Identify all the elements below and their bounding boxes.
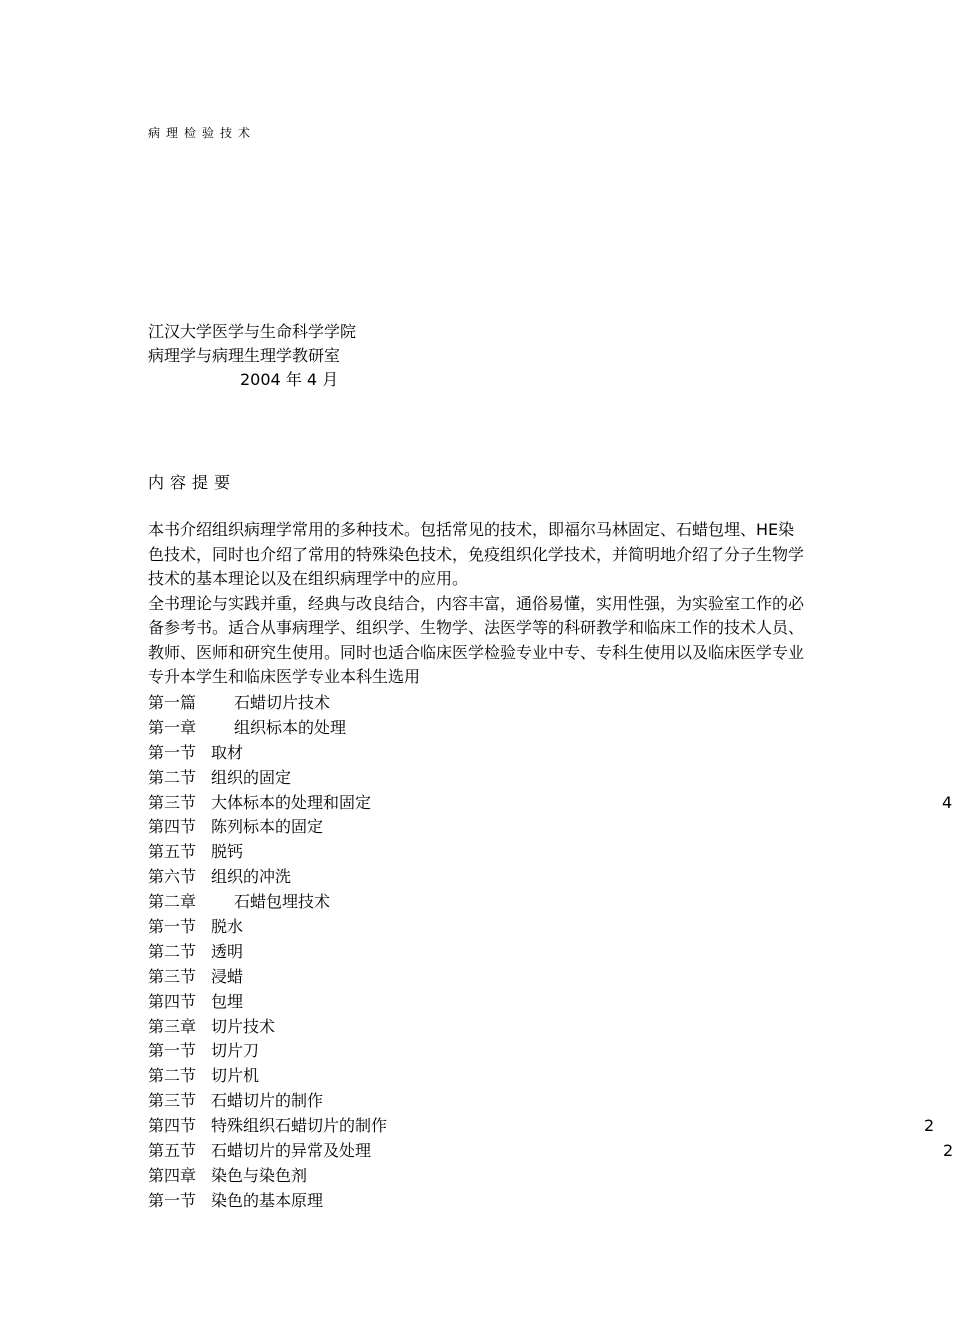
toc-entry-title: 染色的基本原理	[211, 1190, 324, 1210]
toc-entry-title: 切片技术	[211, 1016, 276, 1036]
summary-text: 染色技术，同时也介绍了常用的特殊染色技术，免疫组织化学技术，并简明地介绍了分子生物学技术的基本理论以及在组织病理学中的应用。	[148, 520, 805, 588]
toc-entry-label: 第三节	[148, 792, 197, 812]
toc-entry-title: 透明	[211, 941, 244, 961]
toc-entry[interactable]	[148, 1064, 950, 1089]
toc-entry[interactable]	[148, 1089, 950, 1114]
table-of-contents	[148, 691, 953, 1214]
toc-entry-label: 第三节	[148, 1091, 197, 1111]
toc-entry-label: 第一节	[148, 1041, 197, 1061]
department-name: 病理学与病理生理学教研室	[148, 346, 341, 365]
toc-entry-label: 第四节	[148, 1116, 197, 1136]
toc-entry[interactable]	[148, 741, 950, 766]
toc-entry[interactable]	[148, 1114, 950, 1139]
toc-entry-page: 2	[924, 1116, 935, 1136]
toc-entry[interactable]	[148, 965, 950, 990]
toc-entry[interactable]	[148, 915, 950, 940]
toc-entry-label: 第五节	[148, 1141, 197, 1161]
toc-entry-title: 石蜡切片的异常及处理	[211, 1141, 372, 1161]
toc-entry-label: 第一篇	[148, 693, 197, 712]
toc-entry-title: 取材	[211, 742, 244, 762]
toc-entry[interactable]	[148, 940, 950, 965]
summary-paragraph-2: 全书理论与实践并重，经典与改良结合，内容丰富，通俗易懂，实用性强，为实验室工作的必备参考书。适合从事病理学、组织学、生物学、法医学等的科研教学和临床工作的技术人员、教师、医师和研究生使用。同时也适合临床医学检验专业中专、专科生使用以及临床医学专业专升本学生和临床医学专业本科生选用	[148, 593, 805, 686]
toc-entry[interactable]	[148, 1139, 953, 1164]
document-title: 病理检验技术	[148, 126, 257, 140]
toc-entry-title: 切片刀	[211, 1041, 260, 1061]
toc-entry[interactable]	[148, 791, 953, 816]
toc-entry-label: 第二章	[148, 892, 197, 912]
toc-entry-label: 第四章	[148, 1165, 197, 1185]
toc-entry[interactable]	[148, 890, 950, 915]
toc-entry[interactable]	[148, 815, 950, 840]
toc-entry-title: 脱水	[211, 917, 244, 937]
toc-entry-title: 石蜡包埋技术	[234, 892, 331, 912]
toc-entry[interactable]	[148, 766, 950, 791]
toc-entry[interactable]	[148, 691, 950, 716]
summary-body	[148, 518, 808, 690]
toc-entry[interactable]	[148, 990, 950, 1015]
toc-entry-title: 切片机	[211, 1066, 260, 1086]
toc-entry-page: 2	[943, 1141, 953, 1161]
toc-entry-label: 第五节	[148, 842, 197, 862]
toc-entry-title: 脱钙	[211, 842, 244, 862]
institution-name: 江汉大学医学与生命科学学院	[148, 322, 357, 341]
toc-entry-title: 石蜡切片的制作	[211, 1091, 324, 1111]
toc-entry-title: 组织标本的处理	[234, 717, 347, 737]
toc-entry-label: 第一节	[148, 742, 197, 762]
toc-entry[interactable]	[148, 1189, 950, 1214]
toc-entry-label: 第四节	[148, 817, 197, 837]
toc-entry[interactable]	[148, 840, 950, 865]
summary-paragraph-1	[148, 518, 808, 592]
toc-entry-page: 4	[942, 792, 953, 812]
toc-entry-title: 大体标本的处理和固定	[211, 792, 372, 812]
toc-entry-title: 包埋	[211, 991, 244, 1011]
toc-entry[interactable]	[148, 1164, 950, 1189]
date-month-unit: 月	[322, 370, 339, 389]
toc-entry-label: 第三章	[148, 1016, 197, 1036]
toc-entry-label: 第一章	[148, 717, 197, 737]
summary-text: 本书介绍组织病理学常用的多种技术。包括常见的技术，即福尔马林固定、石蜡包埋、	[148, 520, 757, 539]
toc-entry-title: 石蜡切片技术	[234, 693, 331, 712]
summary-text-he: HE	[756, 520, 779, 539]
toc-entry[interactable]	[148, 1015, 950, 1040]
toc-entry-title: 浸蜡	[211, 966, 244, 986]
date-year-unit: 年	[285, 370, 302, 389]
summary-heading: 内容提要	[148, 473, 237, 492]
toc-entry-label: 第四节	[148, 991, 197, 1011]
toc-entry[interactable]	[148, 1039, 950, 1064]
toc-entry-title: 特殊组织石蜡切片的制作	[211, 1116, 388, 1136]
toc-entry-label: 第六节	[148, 867, 197, 887]
toc-entry-label: 第二节	[148, 1066, 197, 1086]
toc-entry-label: 第二节	[148, 941, 197, 961]
toc-entry[interactable]	[148, 865, 950, 890]
toc-entry-title: 染色与染色剂	[211, 1165, 308, 1185]
date-year: 2004	[240, 370, 281, 389]
toc-entry-title: 组织的固定	[211, 767, 292, 787]
toc-entry-label: 第二节	[148, 767, 197, 787]
toc-entry-title: 组织的冲洗	[211, 867, 292, 887]
toc-entry-label: 第一节	[148, 917, 197, 937]
toc-entry-title: 陈列标本的固定	[211, 817, 324, 837]
toc-entry[interactable]	[148, 716, 950, 741]
date-month: 4	[306, 370, 318, 389]
toc-entry-label: 第一节	[148, 1190, 197, 1210]
toc-entry-label: 第三节	[148, 966, 197, 986]
publication-date	[240, 368, 338, 392]
